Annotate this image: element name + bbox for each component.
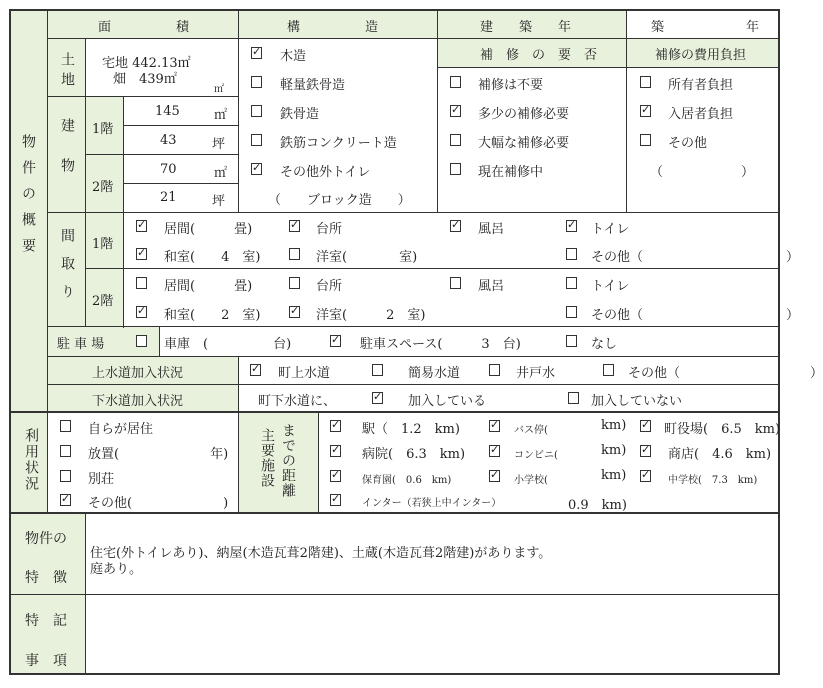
building-floor1-tsubo: 43 (160, 133, 177, 148)
repair-major-label: 大幅な補修必要 (478, 136, 570, 151)
building-floor1-tsubo-unit: 坪 (212, 137, 226, 152)
parking-none-label: なし (591, 337, 618, 352)
f2-washitsu-checkbox[interactable] (136, 306, 147, 318)
facility-shop-checkbox[interactable] (640, 445, 651, 457)
building-floor2-sqm: 70 (160, 162, 177, 177)
layout-label: 間取り (59, 228, 75, 312)
section-property-label: 物件の概要 (20, 134, 36, 264)
notes-label-2: 事 項 (25, 653, 67, 669)
facility-junior-high: 中学校( 7.3 km) (668, 475, 758, 486)
building-floor1-label: 1階 (92, 122, 114, 137)
header-built-year: 建 築 年 (480, 20, 572, 35)
f1-bath-checkbox[interactable] (450, 220, 461, 232)
f1-bath-label: 風呂 (478, 222, 505, 237)
water-town-checkbox[interactable] (250, 364, 261, 376)
f2-other-checkbox[interactable] (566, 306, 577, 318)
facility-convenience: コンビニ( (514, 450, 558, 461)
building-floor2-sqm-unit: ㎡ (214, 166, 228, 181)
facility-elementary-km: km) (601, 468, 627, 483)
structure-rc-checkbox[interactable] (251, 134, 262, 146)
repair-ongoing-checkbox[interactable] (450, 163, 461, 175)
cost-owner-checkbox[interactable] (640, 76, 651, 88)
sewer-label: 下水道加入状況 (92, 394, 184, 409)
f1-living-label: 居間( 畳) (164, 222, 253, 237)
facility-interchange-km: 0.9 km) (568, 498, 627, 513)
structure-light-steel-label: 軽量鉄骨造 (280, 78, 346, 93)
water-well-label: 井戸水 (516, 366, 556, 381)
notes-label-1: 特 記 (25, 613, 67, 629)
features-label-1: 物件の (25, 531, 67, 547)
f1-other-checkbox[interactable] (566, 248, 577, 260)
facility-label-dist: までの距離 (280, 423, 296, 498)
features-text-1: 住宅(外トイレあり)、納屋(木造瓦葺2階建)、土蔵(木造瓦葺2階建)があります。 (90, 546, 552, 561)
water-town-label: 町上水道 (278, 366, 331, 381)
building-floor1-sqm-unit: ㎡ (214, 108, 228, 123)
facility-bus-checkbox[interactable] (489, 420, 500, 432)
usage-label: 利用状況 (23, 428, 39, 492)
header-age-unit: 年 (746, 20, 760, 35)
parking-garage-checkbox[interactable] (136, 335, 147, 347)
f2-youshitsu-checkbox[interactable] (289, 306, 300, 318)
facility-shop: 商店( 4.6 km) (668, 447, 772, 462)
sewer-not-joined-label: 加入していない (591, 394, 683, 409)
f2-youshitsu-label: 洋室( 2 室) (316, 308, 426, 323)
sewer-joined-checkbox[interactable] (372, 392, 383, 404)
usage-self-checkbox[interactable] (60, 420, 71, 432)
sewer-not-joined-checkbox[interactable] (568, 392, 579, 404)
facility-convenience-km: km) (601, 443, 627, 458)
parking-space-label: 駐車スペース( 3 台) (360, 337, 521, 352)
building-floor2-tsubo-unit: 坪 (212, 194, 226, 209)
usage-villa-label: 別荘 (88, 472, 115, 487)
usage-villa-checkbox[interactable] (60, 470, 71, 482)
header-age: 築 (651, 20, 665, 35)
repair-none-label: 補修は不要 (478, 78, 544, 93)
repair-title: 補 修 の 要 否 (480, 48, 598, 63)
f2-toilet-label: トイレ (591, 279, 630, 294)
repair-ongoing-label: 現在補修中 (478, 165, 544, 180)
water-well-checkbox[interactable] (489, 364, 500, 376)
cost-owner-label: 所有者負担 (668, 78, 734, 93)
repair-some-label: 多少の補修必要 (478, 107, 570, 122)
structure-rc-label: 鉄筋コンクリート造 (280, 136, 397, 151)
building-floor1-sqm: 145 (155, 104, 180, 119)
facility-town-office-checkbox[interactable] (640, 420, 651, 432)
f1-kitchen-label: 台所 (316, 222, 343, 237)
facility-elementary-checkbox[interactable] (489, 470, 500, 482)
f1-kitchen-checkbox[interactable] (289, 220, 300, 232)
layout-floor1-label: 1階 (92, 237, 114, 252)
header-structure: 構 造 (287, 20, 379, 35)
parking-none-checkbox[interactable] (566, 335, 577, 347)
floor-label-bg-2 (85, 212, 123, 328)
usage-other-label: その他( ) (88, 496, 229, 511)
building-floor2-tsubo: 21 (160, 190, 177, 205)
usage-other-checkbox[interactable] (60, 494, 71, 506)
water-simple-checkbox[interactable] (372, 364, 383, 376)
f2-toilet-checkbox[interactable] (566, 277, 577, 289)
water-other-checkbox[interactable] (603, 364, 614, 376)
f2-kitchen-label: 台所 (316, 279, 343, 294)
structure-other-label: その他外トイレ (280, 165, 371, 180)
f1-washitsu-checkbox[interactable] (136, 248, 147, 260)
sewer-prefix: 町下水道に、 (258, 394, 337, 409)
usage-self-label: 自らが居住 (88, 422, 154, 437)
building-label: 建物 (59, 118, 75, 198)
f2-washitsu-label: 和室( 2 室) (164, 308, 261, 323)
cost-tenant-label: 入居者負担 (668, 107, 734, 122)
facility-hospital: 病院( 6.3 km) (362, 447, 466, 462)
land-field: 畑 439㎡ (113, 72, 177, 87)
f1-youshitsu-checkbox[interactable] (289, 248, 300, 260)
land-label: 土地 (59, 52, 75, 92)
facility-interchange: インター（若狭上中インター） (362, 498, 502, 509)
structure-wood-checkbox[interactable] (251, 47, 262, 59)
water-label: 上水道加入状況 (92, 366, 184, 381)
structure-steel-label: 鉄骨造 (280, 107, 320, 122)
repair-none-checkbox[interactable] (450, 76, 461, 88)
f2-living-label: 居間( 畳) (164, 279, 253, 294)
cost-other-label: その他 (668, 136, 708, 151)
facility-nursery-checkbox[interactable] (330, 470, 341, 482)
land-unit: ㎡ (214, 84, 224, 95)
cost-other-detail: （ ） (650, 165, 755, 180)
facility-station-checkbox[interactable] (330, 420, 341, 432)
f1-toilet-label: トイレ (591, 222, 630, 237)
facility-junior-high-checkbox[interactable] (640, 470, 651, 482)
f1-toilet-checkbox[interactable] (566, 220, 577, 232)
facility-station: 駅（ 1.2 km) (362, 422, 460, 437)
repair-major-checkbox[interactable] (450, 134, 461, 146)
facility-convenience-checkbox[interactable] (489, 445, 500, 457)
f2-bath-checkbox[interactable] (450, 277, 461, 289)
structure-other-detail: （ ブロック造 ） (268, 193, 411, 208)
f2-other-label: その他（ ） (591, 308, 800, 323)
repair-cost-title: 補修の費用負担 (655, 48, 747, 63)
structure-steel-checkbox[interactable] (251, 105, 262, 117)
repair-some-checkbox[interactable] (450, 105, 461, 117)
facility-elementary: 小学校( (514, 475, 548, 486)
cost-tenant-checkbox[interactable] (640, 105, 651, 117)
facility-town-office: 町役場( 6.5 km) (664, 422, 781, 437)
f1-washitsu-label: 和室( 4 室) (164, 250, 261, 265)
parking-garage-label: 車庫 ( 台) (164, 337, 292, 352)
facility-interchange-checkbox[interactable] (330, 494, 341, 506)
layout-floor2-label: 2階 (92, 294, 114, 309)
facility-label-main: 主要施設 (259, 428, 275, 488)
land-residential: 宅地 442.13㎡ (102, 56, 191, 71)
facility-nursery: 保育園( 0.6 km) (362, 475, 452, 486)
features-text-2: 庭あり。 (90, 562, 143, 577)
facility-bus-km: km) (601, 418, 627, 433)
f2-bath-label: 風呂 (478, 279, 505, 294)
water-other-label: その他（ ） (628, 366, 823, 381)
usage-vacant-label: 放置( 年) (88, 447, 229, 462)
usage-vacant-checkbox[interactable] (60, 445, 71, 457)
f2-kitchen-checkbox[interactable] (289, 277, 300, 289)
f1-living-checkbox[interactable] (136, 220, 147, 232)
f1-youshitsu-label: 洋室( 室) (316, 250, 418, 265)
water-simple-label: 簡易水道 (408, 366, 461, 381)
parking-label: 駐 車 場 (57, 337, 105, 352)
facility-bus: バス停( (514, 425, 548, 436)
f2-living-checkbox[interactable] (136, 277, 147, 289)
f1-other-label: その他（ ） (591, 250, 800, 265)
structure-wood-label: 木造 (280, 49, 307, 64)
parking-space-checkbox[interactable] (330, 335, 341, 347)
features-label-2: 特 徴 (25, 570, 67, 586)
header-area: 面 積 (98, 20, 190, 35)
structure-other-checkbox[interactable] (251, 163, 262, 175)
building-floor2-label: 2階 (92, 180, 114, 195)
structure-light-steel-checkbox[interactable] (251, 76, 262, 88)
cost-other-checkbox[interactable] (640, 134, 651, 146)
sewer-joined-label: 加入している (408, 394, 487, 409)
facility-hospital-checkbox[interactable] (330, 445, 341, 457)
